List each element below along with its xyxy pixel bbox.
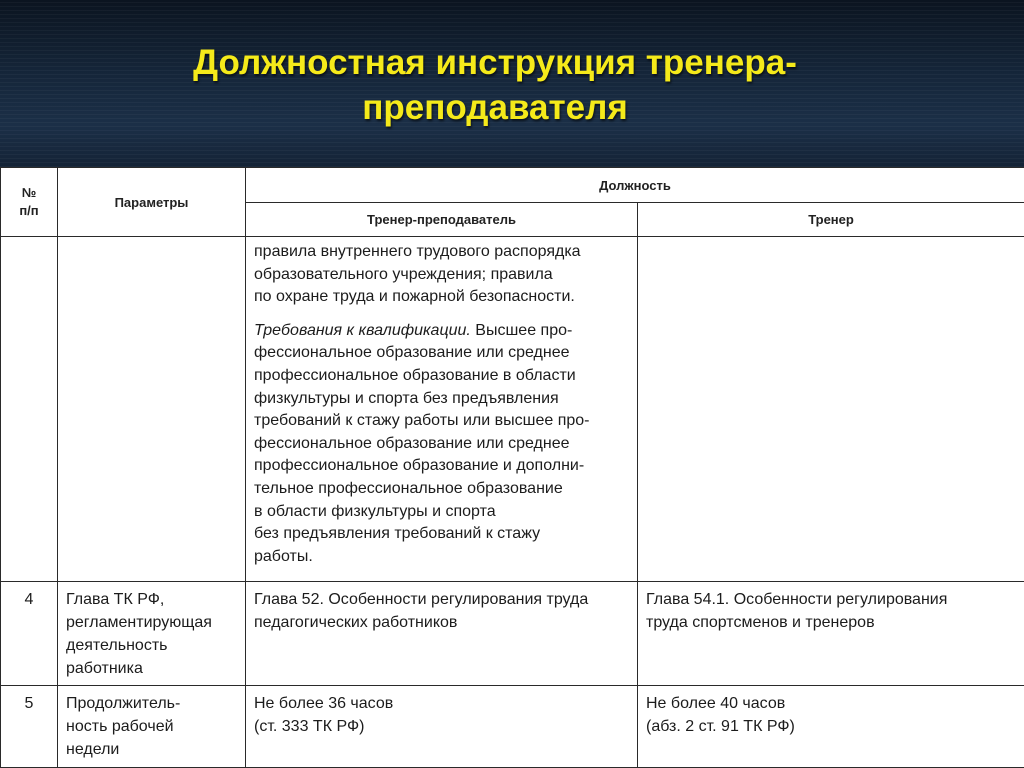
text-line: тельное профессиональное образование <box>254 478 629 501</box>
text-line: в области физкультуры и спорта <box>254 501 629 524</box>
text-line: образовательного учреждения; правила <box>254 264 629 287</box>
header-number-line-2: п/п <box>2 202 56 220</box>
cell-coach <box>638 686 1024 768</box>
text-line: деятельность <box>66 634 237 657</box>
text-line: Глава 52. Особенности регулирования труда <box>254 588 629 611</box>
instruction-table <box>0 167 1024 768</box>
text-line: труда спортсменов и тренеров <box>646 611 1016 634</box>
text-line: по охране труда и пожарной безопасности. <box>254 286 629 309</box>
text-line: недели <box>66 738 237 761</box>
cell-number: 4 <box>1 582 58 686</box>
header-number <box>1 168 58 237</box>
title-line-2: преподавателя <box>60 85 930 130</box>
title-banner <box>0 0 1024 167</box>
cell-param <box>58 686 246 768</box>
table-row <box>1 686 1024 768</box>
text-line: фессиональное образование или среднее <box>254 342 629 365</box>
text-line: работы. <box>254 546 629 569</box>
cell-number-empty <box>1 237 58 582</box>
qualification-text: Высшее про- <box>471 322 572 339</box>
qualification-paragraph <box>254 320 629 569</box>
text-line: (ст. 333 ТК РФ) <box>254 715 629 738</box>
cell-number: 5 <box>1 686 58 768</box>
text-line: регламентирующая <box>66 611 237 634</box>
text-line: Продолжитель- <box>66 692 237 715</box>
text-line: Не более 40 часов <box>646 692 1016 715</box>
text-line: Не более 36 часов <box>254 692 629 715</box>
text-line: правила внутреннего трудового распорядка <box>254 241 629 264</box>
duties-paragraph <box>254 241 629 309</box>
cell-param-empty <box>58 237 246 582</box>
cell-coach-teacher <box>246 686 638 768</box>
text-line: без предъявления требований к стажу <box>254 523 629 546</box>
page-title <box>60 40 930 130</box>
header-number-line-1: № <box>2 184 56 202</box>
text-line <box>254 320 629 343</box>
header-coach-teacher: Тренер-преподаватель <box>246 203 638 237</box>
title-line-1: Должностная инструкция тренера- <box>60 40 930 85</box>
cell-coach-teacher <box>246 582 638 686</box>
text-line: профессиональное образование и дополни- <box>254 455 629 478</box>
text-line: Глава ТК РФ, <box>66 588 237 611</box>
cell-coach-empty <box>638 237 1024 582</box>
cell-coach-teacher-duties <box>246 237 638 582</box>
text-line: работника <box>66 657 237 680</box>
text-line: педагогических работников <box>254 611 629 634</box>
cell-coach <box>638 582 1024 686</box>
text-line: Глава 54.1. Особенности регулирования <box>646 588 1016 611</box>
table-header <box>1 168 1024 237</box>
cell-param <box>58 582 246 686</box>
header-parameters: Параметры <box>58 168 246 237</box>
text-line: (абз. 2 ст. 91 ТК РФ) <box>646 715 1016 738</box>
header-position: Должность <box>246 168 1024 203</box>
table-row-continuation <box>1 237 1024 582</box>
text-line: ность рабочей <box>66 715 237 738</box>
header-coach: Тренер <box>638 203 1024 237</box>
table-row <box>1 582 1024 686</box>
text-line: требований к стажу работы или высшее про- <box>254 410 629 433</box>
text-line: физкультуры и спорта без предъявления <box>254 388 629 411</box>
text-line: фессиональное образование или среднее <box>254 433 629 456</box>
text-line: профессиональное образование в области <box>254 365 629 388</box>
qualification-label: Требования к квалификации. <box>254 322 471 339</box>
